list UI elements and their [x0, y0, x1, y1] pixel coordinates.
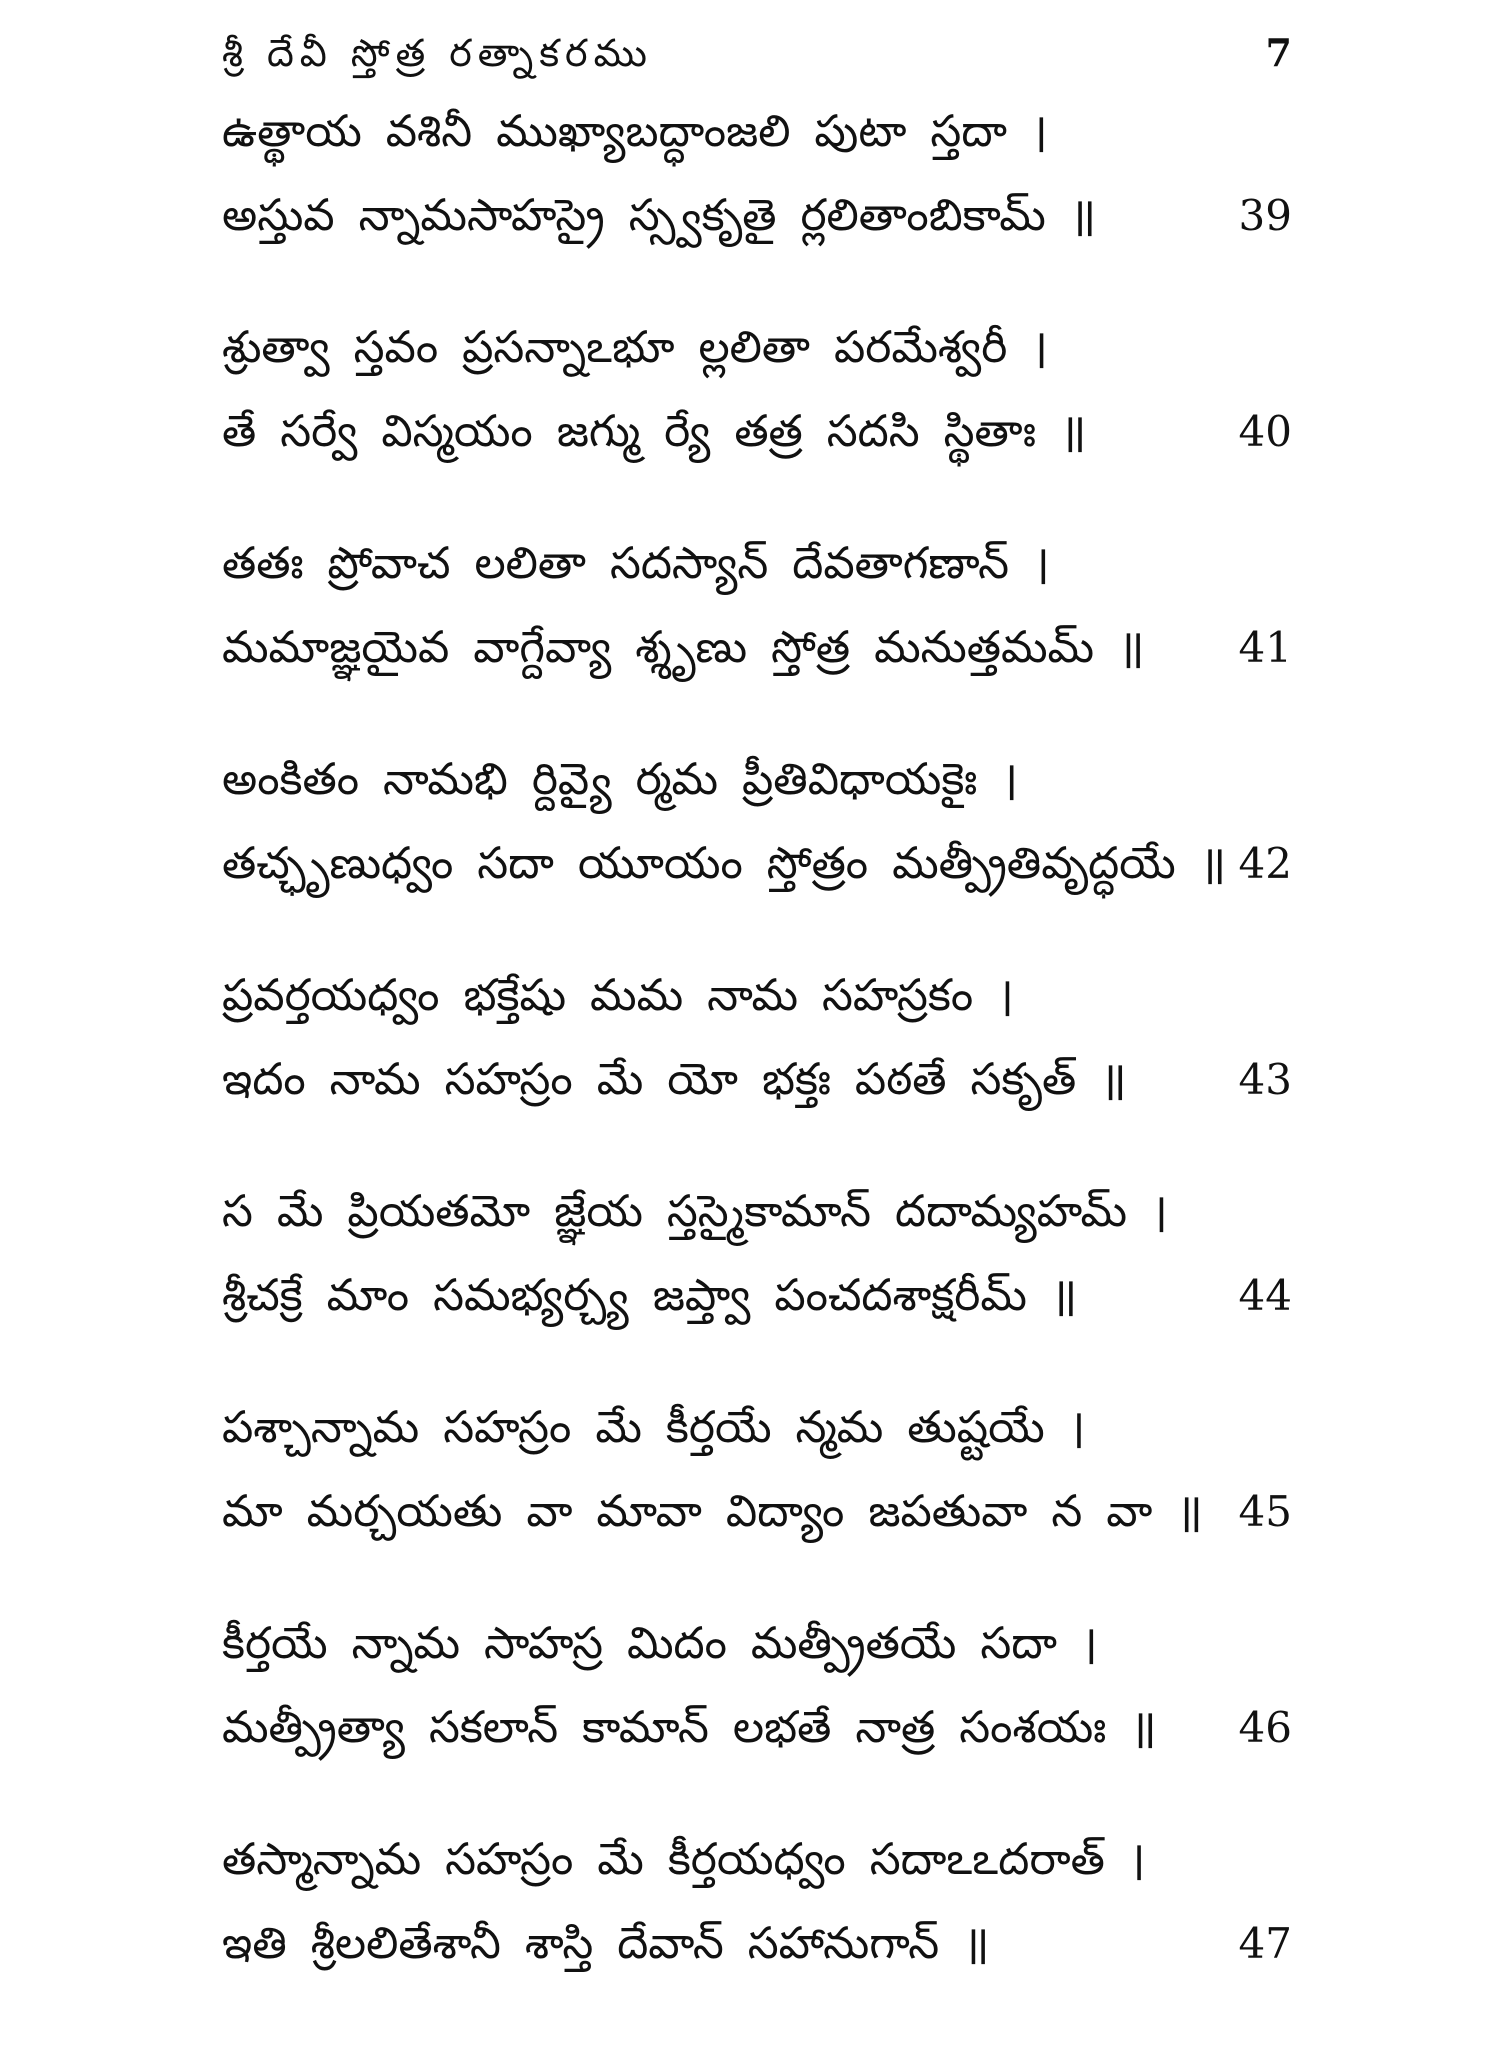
- verse-line-2: తచ్ఛృణుధ్వం సదా యూయం స్తోత్రం మత్ప్రీతివృద్ధయే ॥: [222, 838, 1227, 889]
- verse-line-2: శ్రీచక్రే మాం సమభ్యర్చ్య జప్త్వా పంచదశాక్షరీమ్ ॥: [222, 1270, 1078, 1321]
- verse-line-2: మత్ప్రీత్యా సకలాన్ కామాన్ లభతే నాత్ర సంశయః ॥: [222, 1702, 1157, 1753]
- verse-line-1: కీర్తయే న్నామ సాహస్ర మిదం మత్ప్రీతయే సదా ।: [222, 1618, 1098, 1669]
- verse-number: 45: [1238, 1487, 1292, 1536]
- verse-number: 47: [1238, 1919, 1292, 1968]
- header-title: శ్రీ దేవీ స్తోత్ర రత్నాకరము: [222, 31, 653, 75]
- verse-number: 44: [1238, 1271, 1292, 1320]
- verse-46: [222, 1614, 1292, 1830]
- running-header: [222, 28, 1292, 78]
- verse-number: 39: [1238, 191, 1292, 240]
- page-number: 7: [1265, 30, 1292, 75]
- verse-39: [222, 102, 1292, 318]
- verse-44: [222, 1182, 1292, 1398]
- verse-list: [222, 102, 1292, 2046]
- verse-line-2: అస్తువ న్నామసాహస్రై స్స్వకృతై ర్లలితాంబికామ్ ॥: [222, 190, 1097, 241]
- verse-line-1: ఉత్థాయ వశినీ ముఖ్యాబద్ధాంజలి పుటా స్తదా ।: [222, 106, 1048, 157]
- verse-number: 46: [1238, 1703, 1292, 1752]
- verse-line-2: తే సర్వే విస్మయం జగ్ము ర్యే తత్ర సదసి స్థితాః ॥: [222, 406, 1087, 457]
- verse-line-1: తతః ప్రోవాచ లలితా సదస్యాన్ దేవతాగణాన్ ।: [222, 538, 1050, 589]
- verse-line-1: స మే ప్రియతమో జ్ఞేయ స్తస్మైకామాన్ దదామ్యహమ్ ।: [222, 1186, 1168, 1237]
- verse-line-1: శ్రుత్వా స్తవం ప్రసన్నాఽభూ ల్లలితా పరమేశ్వరీ ।: [222, 322, 1048, 373]
- verse-number: 42: [1238, 839, 1292, 888]
- verse-43: [222, 966, 1292, 1182]
- verse-number: 43: [1238, 1055, 1292, 1104]
- verse-line-1: పశ్చాన్నామ సహస్రం మే కీర్తయే న్మమ తుష్టయే ।: [222, 1402, 1086, 1453]
- verse-41: [222, 534, 1292, 750]
- verse-line-1: ప్రవర్తయధ్వం భక్తేషు మమ నామ సహస్రకం ।: [222, 970, 1014, 1021]
- verse-line-2: ఇతి శ్రీలలితేశానీ శాస్తి దేవాన్ సహానుగాన్ ॥: [222, 1918, 990, 1969]
- verse-42: [222, 750, 1292, 966]
- verse-line-2: మా మర్చయతు వా మావా విద్యాం జపతువా న వా ॥: [222, 1486, 1203, 1537]
- verse-47: [222, 1830, 1292, 2046]
- verse-line-1: అంకితం నామభి ర్దివ్యై ర్మమ ప్రీతివిధాయకైః ।: [222, 754, 1018, 805]
- verse-line-2: ఇదం నామ సహస్రం మే యో భక్తః పఠతే సకృత్ ॥: [222, 1054, 1127, 1105]
- verse-45: [222, 1398, 1292, 1614]
- verse-number: 40: [1238, 407, 1292, 456]
- verse-line-1: తస్మాన్నామ సహస్రం మే కీర్తయధ్వం సదాఽఽదరాత్ ।: [222, 1834, 1146, 1885]
- verse-number: 41: [1238, 623, 1292, 672]
- verse-line-2: మమాజ్ఞయైవ వాగ్దేవ్యా శ్శృణు స్తోత్ర మనుత్తమమ్ ॥: [222, 622, 1145, 673]
- verse-40: [222, 318, 1292, 534]
